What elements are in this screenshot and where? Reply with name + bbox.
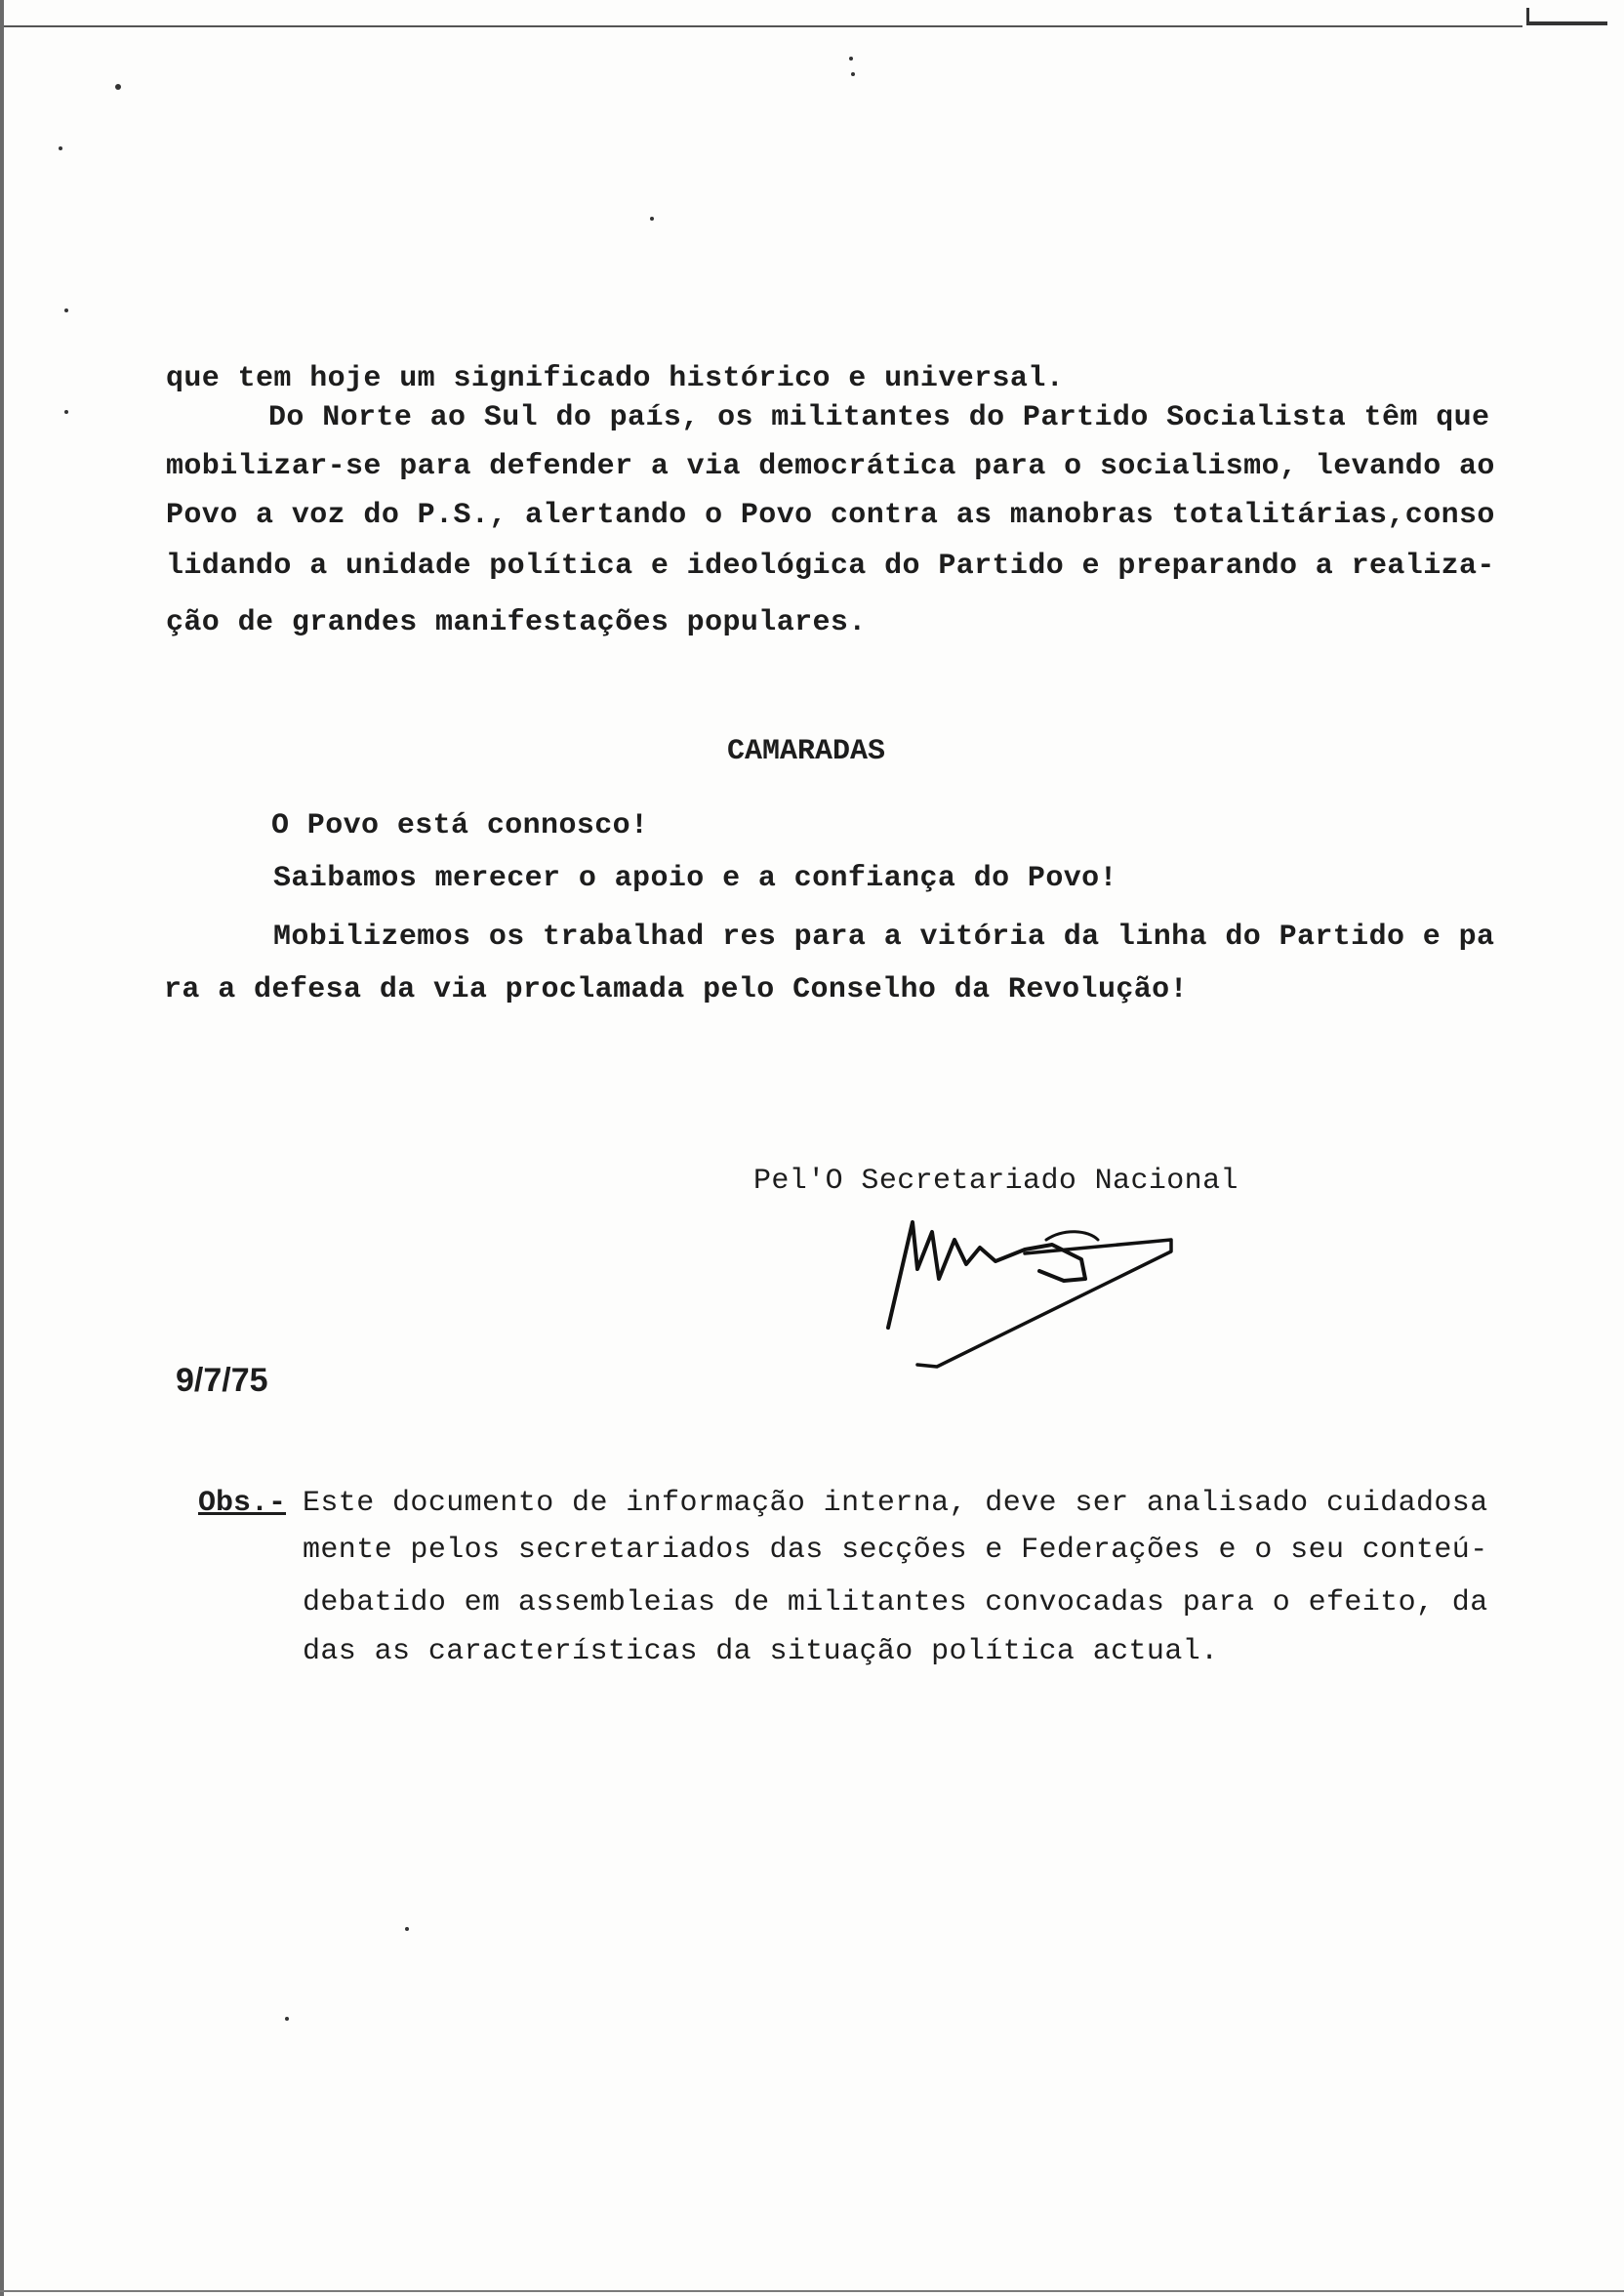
scan-speck [285, 2017, 289, 2021]
page-left-edge [0, 0, 4, 2296]
signatory-line: Pel'O Secretariado Nacional [753, 1165, 1238, 1198]
exclamation-line: Mobilizemos os trabalhad res para a vitória da linha do Partido e pa [273, 921, 1495, 954]
page-top-edge [0, 25, 1522, 27]
paragraph-line: que tem hoje um significado histórico e universal. [166, 362, 1065, 395]
paragraph-line: mobilizar-se para defender a via democrática para o socialismo, levando ao [166, 450, 1495, 483]
exclamation-line: Saibamos merecer o apoio e a confiança do Povo! [273, 862, 1117, 895]
scan-speck [650, 217, 654, 221]
scan-speck [849, 57, 853, 61]
obs-line: das as características da situação política actual. [303, 1635, 1219, 1668]
scan-speck [405, 1927, 409, 1931]
scan-speck [115, 84, 121, 90]
obs-label: Obs.- [198, 1487, 287, 1520]
obs-line: mente pelos secretariados das secções e Federações e o seu conteú- [303, 1534, 1488, 1567]
section-heading: CAMARADAS [727, 735, 886, 768]
paragraph-line: Povo a voz do P.S., alertando o Povo contra as manobras totalitárias,conso [166, 499, 1495, 532]
paragraph-line: lidando a unidade política e ideológica do Partido e preparando a realiza- [166, 550, 1495, 583]
paragraph-line: Do Norte ao Sul do país, os militantes do Partido Socialista têm que [268, 401, 1490, 434]
paragraph-line: ção de grandes manifestações populares. [166, 606, 867, 639]
corner-mark [1526, 8, 1607, 25]
exclamation-line: ra a defesa da via proclamada pelo Conselho da Revolução! [164, 973, 1188, 1006]
scan-speck [64, 410, 68, 414]
scan-speck [59, 146, 62, 150]
scan-speck [851, 72, 855, 76]
document-date: 9/7/75 [176, 1362, 268, 1399]
exclamation-line: O Povo está connosco! [271, 809, 649, 842]
scan-speck [64, 308, 68, 312]
handwritten-signature [878, 1210, 1200, 1386]
obs-line: debatido em assembleias de militantes convocadas para o efeito, da [303, 1586, 1488, 1620]
page-bottom-edge [0, 2290, 1624, 2292]
obs-line: Este documento de informação interna, deve ser analisado cuidadosa [303, 1487, 1488, 1520]
